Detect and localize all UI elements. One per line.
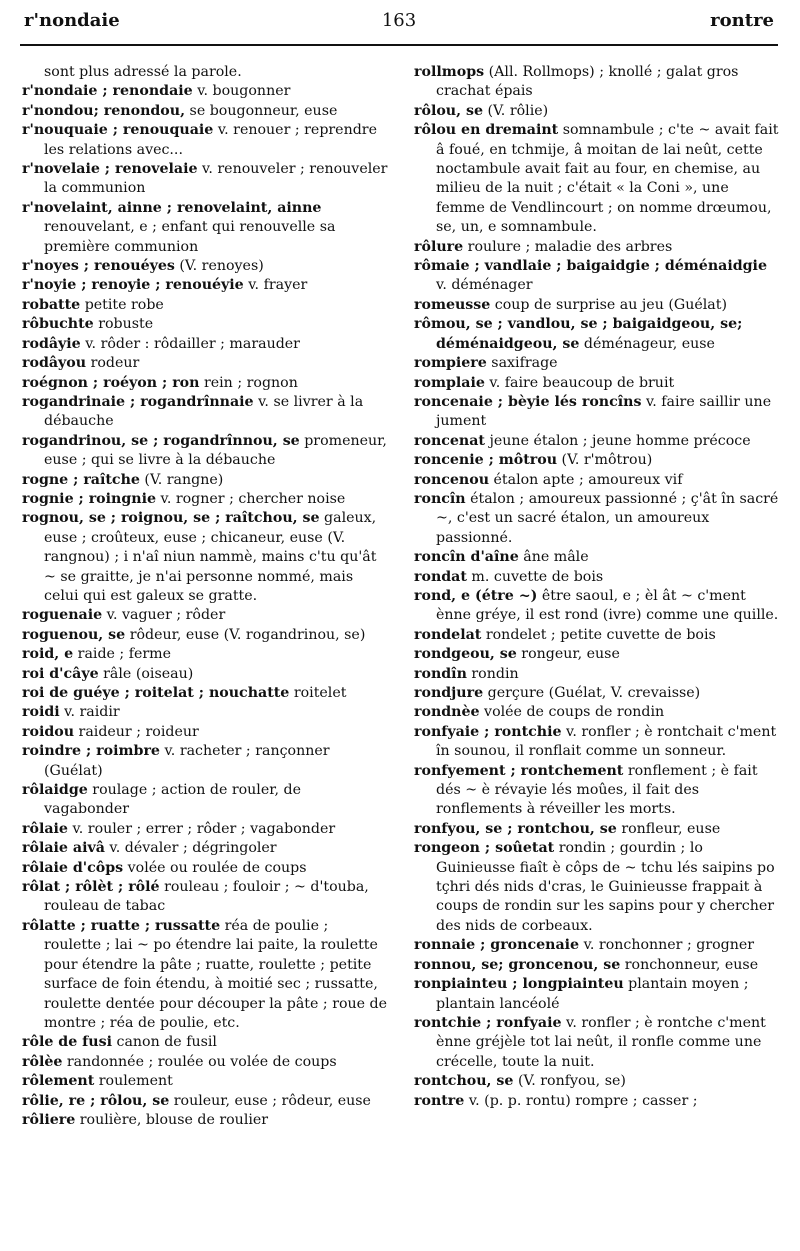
- entry-headword: ronnou, se; groncenou, se: [414, 956, 621, 973]
- entry-definition: v. rogner ; chercher noise: [156, 490, 346, 507]
- dictionary-entry: [22, 471, 388, 490]
- entry-headword: rôliere: [22, 1111, 76, 1128]
- dictionary-entry: [22, 859, 388, 878]
- entry-headword: rogandrinaie ; rogandrînnaie: [22, 393, 254, 410]
- page-number: 163: [381, 10, 417, 31]
- entry-headword: romplaie: [414, 374, 485, 391]
- entry-headword: rontchou, se: [414, 1073, 514, 1090]
- entry-headword: rôbuchte: [22, 316, 94, 333]
- entry-headword: ronpiainteu ; longpiainteu: [414, 976, 624, 993]
- dictionary-entry: [22, 820, 388, 839]
- entry-headword: r'nouquaie ; renouquaie: [22, 122, 214, 139]
- entry-headword: rondjure: [414, 685, 484, 701]
- dictionary-entry: [414, 1072, 780, 1091]
- dictionary-entry: [414, 374, 780, 393]
- entry-headword: rognou, se ; roignou, se ; raîtchou, se: [22, 510, 320, 527]
- entry-headword: rôlaie: [22, 820, 68, 837]
- entry-definition: v. ronfler ; è rontchait c'ment în sounou, il ronflait comme un sonneur.: [436, 723, 777, 760]
- entry-definition: v. ronfler ; è rontche c'ment ènne gréjèle tot lai neût, il ronfle comme une crécelle, toute la nuit.: [436, 1014, 766, 1070]
- entry-headword: romeusse: [414, 296, 491, 313]
- entry-definition: renouvelant, e ; enfant qui renouvelle sa première communion: [44, 219, 336, 255]
- dictionary-entry: [414, 354, 780, 373]
- right-column: [414, 63, 780, 1111]
- entry-definition: randonnée ; roulée ou volée de coups: [62, 1053, 337, 1070]
- entry-headword: rôlaie d'côps: [22, 859, 124, 876]
- entry-headword: rôlou en dremaint: [414, 122, 559, 139]
- entry-definition: rongeur, euse: [516, 646, 620, 663]
- dictionary-entry: [22, 1033, 388, 1052]
- entry-definition: raideur ; roideur: [74, 723, 199, 740]
- entry-definition: v. raidir: [59, 704, 120, 721]
- dictionary-entry: [414, 936, 780, 955]
- entry-headword: roncenat: [414, 432, 485, 449]
- dictionary-entry: [22, 1072, 388, 1091]
- entry-definition: m. cuvette de bois: [466, 568, 604, 585]
- entry-headword: roncenie ; môtrou: [414, 452, 558, 469]
- entry-definition: être saoul, e ; èl ât ~ c'ment ènne gréye, il est rond (ivre) comme une quille.: [436, 587, 779, 624]
- entry-definition: roulement: [94, 1073, 173, 1090]
- entry-definition: rein ; rognon: [199, 374, 298, 391]
- entry-definition: volée de coups de rondin: [479, 704, 665, 721]
- entry-headword: roi d'câye: [22, 665, 99, 682]
- dictionary-entry: [22, 490, 388, 509]
- entry-definition: galeux, euse ; croûteux, euse ; chicaneur, euse (V. rangnou) ; i n'aî niun nammè, mains c'tu qu'ât ~ se graitte, je n'ai personne nommé, mais celui qui est galeux se gratte.: [44, 510, 377, 604]
- entry-definition: âne mâle: [518, 549, 589, 566]
- entry-headword: rondat: [414, 568, 467, 585]
- entry-definition: v. frayer: [243, 277, 308, 294]
- entry-headword: rômou, se ; vandlou, se ; baigaidgeou, se; déménaidgeou, se: [414, 316, 743, 352]
- entry-definition: rouleur, euse ; rôdeur, euse: [169, 1092, 371, 1109]
- entry-headword: rodâyie: [22, 335, 81, 352]
- entry-definition: (V. rangne): [139, 471, 224, 488]
- dictionary-entry: [22, 626, 388, 645]
- entry-headword: r'novelaint, ainne ; renovelaint, ainne: [22, 199, 322, 216]
- entry-headword: rognie ; roingnie: [22, 490, 156, 507]
- entry-definition: jeune étalon ; jeune homme précoce: [484, 432, 751, 449]
- entry-headword: roncîn d'aîne: [414, 549, 519, 566]
- entry-headword: r'nondou; renondou,: [22, 102, 186, 119]
- entry-headword: rongeon ; soûetat: [414, 840, 555, 857]
- entry-definition: roulage ; action de rouler, de vagabonder: [44, 782, 301, 818]
- dictionary-entry: [22, 742, 388, 781]
- entry-definition: ronflement ; è fait dés ~ è révayie lés moûes, il fait des ronflements à réveiller les morts.: [436, 762, 758, 818]
- dictionary-entry: [22, 917, 388, 1033]
- entry-definition: robuste: [93, 316, 154, 333]
- entry-headword: rondelat: [414, 626, 482, 643]
- entry-headword: rômaie ; vandlaie ; baigaidgie ; déménaidgie: [414, 258, 767, 275]
- entry-definition: étalon ; amoureux passionné ; ç'ât în sacré ~, c'est un sacré étalon, un amoureux passionné.: [436, 490, 779, 546]
- dictionary-entry: [22, 257, 388, 276]
- entry-headword: rollmops: [414, 64, 485, 80]
- entry-definition: v. rouler ; errer ; rôder ; vagabonder: [67, 820, 336, 837]
- dictionary-entry: [22, 82, 388, 101]
- dictionary-entry: [414, 762, 780, 820]
- entry-definition: promeneur, euse ; qui se livre à la débauche: [44, 432, 387, 469]
- entry-headword: ronfyement ; rontchement: [414, 762, 624, 779]
- dictionary-entry: [22, 1111, 388, 1130]
- entry-definition: roitelet: [289, 685, 347, 701]
- entry-headword: ronfyaie ; rontchie: [414, 723, 562, 740]
- entry-headword: rogne ; raîtche: [22, 471, 140, 488]
- dictionary-entry: [414, 723, 780, 762]
- entry-definition: v. vaguer ; rôder: [102, 607, 226, 624]
- dictionary-entry: [414, 703, 780, 722]
- entry-definition: (V. ronfyou, se): [513, 1073, 626, 1090]
- entry-headword: roidou: [22, 723, 75, 740]
- dictionary-entry: [22, 665, 388, 684]
- dictionary-entry: [22, 102, 388, 121]
- dictionary-entry: [414, 645, 780, 664]
- entry-headword: roi de guéye ; roitelat ; nouchatte: [22, 685, 290, 701]
- entry-headword: rontre: [414, 1092, 465, 1109]
- entry-definition: coup de surprise au jeu (Guélat): [490, 296, 727, 313]
- entry-definition: v. bougonner: [192, 83, 291, 100]
- entry-definition: v. se livrer à la débauche: [44, 393, 364, 430]
- dictionary-entry: [414, 432, 780, 451]
- dictionary-entry: [414, 820, 780, 839]
- running-head-right: rontre: [710, 10, 774, 31]
- dictionary-entry: [22, 63, 388, 82]
- entry-definition: volée ou roulée de coups: [123, 859, 307, 876]
- dictionary-entry: [414, 490, 780, 548]
- entry-definition: déménageur, euse: [579, 335, 715, 352]
- entry-headword: rôlatte ; ruatte ; russatte: [22, 917, 221, 934]
- left-column: [22, 63, 388, 1130]
- entry-definition: rôdeur, euse (V. rogandrinou, se): [125, 626, 366, 643]
- dictionary-entry: [22, 606, 388, 625]
- entry-headword: rôlie, re ; rôlou, se: [22, 1092, 170, 1109]
- running-head-left: r'nondaie: [24, 10, 120, 31]
- entry-headword: rontchie ; ronfyaie: [414, 1014, 562, 1031]
- dictionary-entry: [414, 238, 780, 257]
- dictionary-entry: [22, 878, 388, 917]
- entry-headword: r'noyie ; renoyie ; renouéyie: [22, 277, 244, 294]
- dictionary-entry: [22, 781, 388, 820]
- dictionary-entry: [22, 276, 388, 295]
- dictionary-entry: [414, 315, 780, 354]
- entry-headword: rodâyou: [22, 355, 87, 372]
- entry-headword: rondîn: [414, 665, 467, 682]
- dictionary-entry: [22, 684, 388, 703]
- dictionary-entry: [414, 626, 780, 645]
- entry-headword: roégnon ; roéyon ; ron: [22, 374, 200, 391]
- entry-headword: r'noyes ; renouéyes: [22, 258, 175, 275]
- entry-definition: (All. Rollmops) ; knollé ; galat gros crachat épais: [436, 64, 739, 100]
- dictionary-entry: [22, 335, 388, 354]
- entry-definition: canon de fusil: [111, 1034, 217, 1051]
- dictionary-entry: [22, 374, 388, 393]
- dictionary-entry: [22, 703, 388, 722]
- page-header: [24, 10, 774, 38]
- entry-definition: gerçure (Guélat, V. crevaisse): [483, 685, 701, 701]
- dictionary-entry: [22, 121, 388, 160]
- entry-definition: rouleau ; fouloir ; ~ d'touba, rouleau de tabac: [44, 879, 369, 915]
- dictionary-entry: [414, 471, 780, 490]
- dictionary-entry: [22, 645, 388, 664]
- entry-definition: raide ; ferme: [73, 646, 172, 663]
- entry-definition: saxifrage: [486, 355, 558, 372]
- dictionary-entry: [414, 63, 780, 102]
- entry-headword: roguenou, se: [22, 626, 126, 643]
- entry-headword: roguenaie: [22, 607, 103, 624]
- entry-definition: (V. rôlie): [483, 102, 549, 119]
- header-rule: [20, 44, 778, 46]
- dictionary-entry: [414, 121, 780, 237]
- dictionary-entry: [22, 1053, 388, 1072]
- entry-headword: robatte: [22, 296, 81, 313]
- entry-definition: (V. renoyes): [174, 258, 264, 275]
- entry-headword: rogandrinou, se ; rogandrînnou, se: [22, 432, 300, 449]
- entry-headword: roncenou: [414, 471, 490, 488]
- dictionary-entry: [414, 665, 780, 684]
- entry-definition: rondelet ; petite cuvette de bois: [481, 626, 716, 643]
- entry-headword: r'novelaie ; renovelaie: [22, 161, 198, 178]
- entry-headword: rôlure: [414, 238, 464, 255]
- entry-definition: se bougonneur, euse: [185, 102, 338, 119]
- entry-definition: rondin: [466, 665, 519, 682]
- dictionary-entry: [414, 568, 780, 587]
- entry-headword: rôlou, se: [414, 102, 483, 119]
- dictionary-entry: [414, 956, 780, 975]
- entry-headword: rôle de fusi: [22, 1034, 112, 1051]
- dictionary-entry: [22, 393, 388, 432]
- entry-definition: roulière, blouse de roulier: [75, 1111, 269, 1128]
- entry-definition: v. renouer ; reprendre les relations avec...: [44, 122, 377, 158]
- dictionary-entry: [22, 723, 388, 742]
- entry-headword: rond, e (étre ~): [414, 587, 538, 604]
- entry-definition: ronchonneur, euse: [620, 956, 759, 973]
- dictionary-entry: [414, 839, 780, 936]
- entry-definition: v. renouveler ; renouveler la communion: [44, 161, 388, 197]
- entry-headword: ronnaie ; groncenaie: [414, 937, 580, 954]
- dictionary-entry: [22, 509, 388, 606]
- entry-headword: rôlement: [22, 1073, 95, 1090]
- entry-headword: rôlèe: [22, 1053, 63, 1070]
- entry-definition: roulure ; maladie des arbres: [463, 238, 673, 255]
- entry-headword: roindre ; roimbre: [22, 743, 160, 760]
- entry-headword: rondnèe: [414, 704, 480, 721]
- entry-headword: rôlaie aivâ: [22, 840, 105, 857]
- dictionary-entry: [414, 102, 780, 121]
- dictionary-entry: [22, 315, 388, 334]
- entry-headword: rompiere: [414, 355, 487, 372]
- dictionary-entry: [414, 451, 780, 470]
- entry-definition: v. ronchonner ; grogner: [579, 937, 755, 954]
- dictionary-entry: [414, 1014, 780, 1072]
- dictionary-entry: [414, 1092, 780, 1111]
- dictionary-entry: [414, 975, 780, 1014]
- entry-definition: v. faire beaucoup de bruit: [484, 374, 675, 391]
- dictionary-entry: [414, 393, 780, 432]
- entry-definition: v. déménager: [436, 277, 533, 294]
- entry-headword: roncenaie ; bèyie lés roncîns: [414, 393, 642, 410]
- dictionary-entry: [22, 1092, 388, 1111]
- entry-definition: rodeur: [86, 355, 140, 372]
- dictionary-entry: [414, 684, 780, 703]
- entry-definition: réa de poulie ; roulette ; lai ~ po étendre lai paite, la roulette pour étendre la pâte ; ruatte, roulette ; petite surface de foin étendu, à moitié sec ; russatte, roulette dentée pour découper la pâte ; roue de montre ; réa de poulie, etc.: [44, 917, 388, 1031]
- entry-definition: v. faire saillir une jument: [436, 393, 772, 430]
- dictionary-entry: [414, 548, 780, 567]
- entry-definition: râle (oiseau): [98, 665, 194, 682]
- dictionary-entry: [22, 199, 388, 257]
- dictionary-entry: [22, 432, 388, 471]
- entry-headword: roid, e: [22, 646, 74, 663]
- dictionary-entry: [414, 296, 780, 315]
- entry-headword: rôlat ; rôlèt ; rôlé: [22, 879, 160, 896]
- dictionary-entry: [22, 296, 388, 315]
- entry-definition: v. rôder : rôdailler ; marauder: [80, 335, 300, 352]
- entry-headword: roidi: [22, 704, 60, 721]
- entry-definition: ronfleur, euse: [616, 820, 721, 837]
- entry-definition: étalon apte ; amoureux vif: [489, 471, 683, 488]
- entry-definition: v. (p. p. rontu) rompre ; casser ;: [464, 1092, 698, 1109]
- entry-definition: v. racheter ; rançonner (Guélat): [44, 743, 330, 779]
- dictionary-entry: [414, 587, 780, 626]
- dictionary-entry: [22, 160, 388, 199]
- entry-headword: roncîn: [414, 490, 466, 507]
- entry-definition: petite robe: [80, 296, 164, 313]
- entry-definition: (V. r'môtrou): [557, 452, 653, 469]
- entry-headword: rôlaidge: [22, 782, 88, 799]
- entry-definition: rondin ; gourdin ; lo Guinieusse fiaît è côps de ~ tchu lés saipins po tçhri dés nids d'cras, le Guinieusse frappait à coups de rondin sur les sapins pour y chercher des nids de corbeaux.: [436, 840, 775, 934]
- entry-headword: r'nondaie ; renondaie: [22, 83, 193, 100]
- entry-definition: sont plus adressé la parole.: [44, 64, 242, 80]
- dictionary-entry: [414, 257, 780, 296]
- entry-headword: rondgeou, se: [414, 646, 517, 663]
- entry-definition: v. dévaler ; dégringoler: [104, 840, 277, 857]
- entry-headword: ronfyou, se ; rontchou, se: [414, 820, 617, 837]
- entry-definition: somnambule ; c'te ~ avait fait â foué, en tchmije, â moitan de lai neût, cette noctambule avait fait au four, en chemise, au milieu de la nuit ; c'était « la Coni », une femme de Vendlincourt ; on nomme drœumou, se, un, e somnambule.: [436, 122, 779, 236]
- entry-definition: plantain moyen ; plantain lancéolé: [436, 976, 749, 1012]
- dictionary-entry: [22, 839, 388, 858]
- dictionary-entry: [22, 354, 388, 373]
